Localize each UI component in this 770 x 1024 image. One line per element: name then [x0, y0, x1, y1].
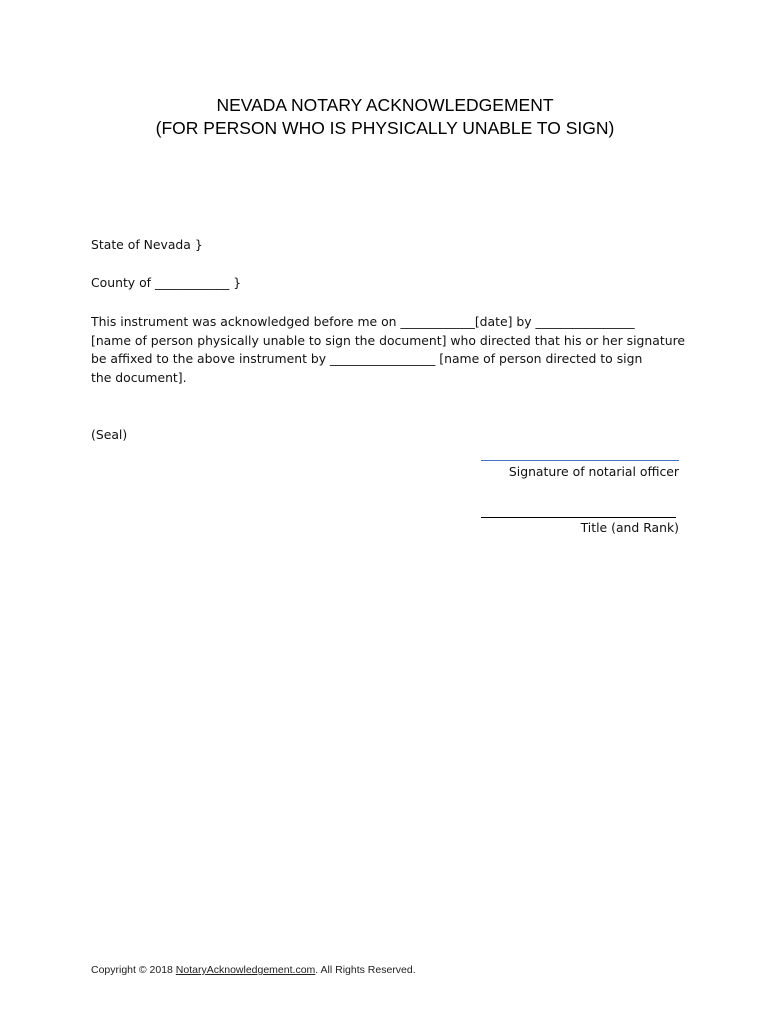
copyright-footer [91, 964, 416, 976]
seal-label: (Seal) [91, 427, 128, 442]
signature-line [481, 460, 679, 461]
document-title [0, 94, 770, 140]
acknowledgment-line-1: This instrument was acknowledged before me on ____________[date] by ________________ [91, 314, 635, 329]
title-line-1: NEVADA NOTARY ACKNOWLEDGEMENT [216, 95, 554, 115]
copyright-suffix: . All Rights Reserved. [315, 964, 416, 976]
acknowledgment-line-3: be affixed to the above instrument by _________________ [name of person directed to sign [91, 351, 643, 367]
title-line-2: (FOR PERSON WHO IS PHYSICALLY UNABLE TO SIGN) [155, 118, 615, 138]
signature-label: Signature of notarial officer [508, 464, 679, 479]
copyright-link[interactable]: NotaryAcknowledgement.com [175, 964, 316, 976]
acknowledgment-line-4: the document]. [91, 369, 187, 385]
title-rank-line [481, 517, 676, 518]
venue-county: County of ____________ } [91, 275, 242, 290]
venue-state: State of Nevada } [91, 237, 203, 252]
acknowledgment-paragraph [91, 313, 691, 387]
copyright-prefix: Copyright © 2018 [91, 964, 176, 976]
acknowledgment-line-2: [name of person physically unable to sign the document] who directed that his or her signature [91, 332, 686, 348]
title-rank-label: Title (and Rank) [580, 520, 679, 535]
